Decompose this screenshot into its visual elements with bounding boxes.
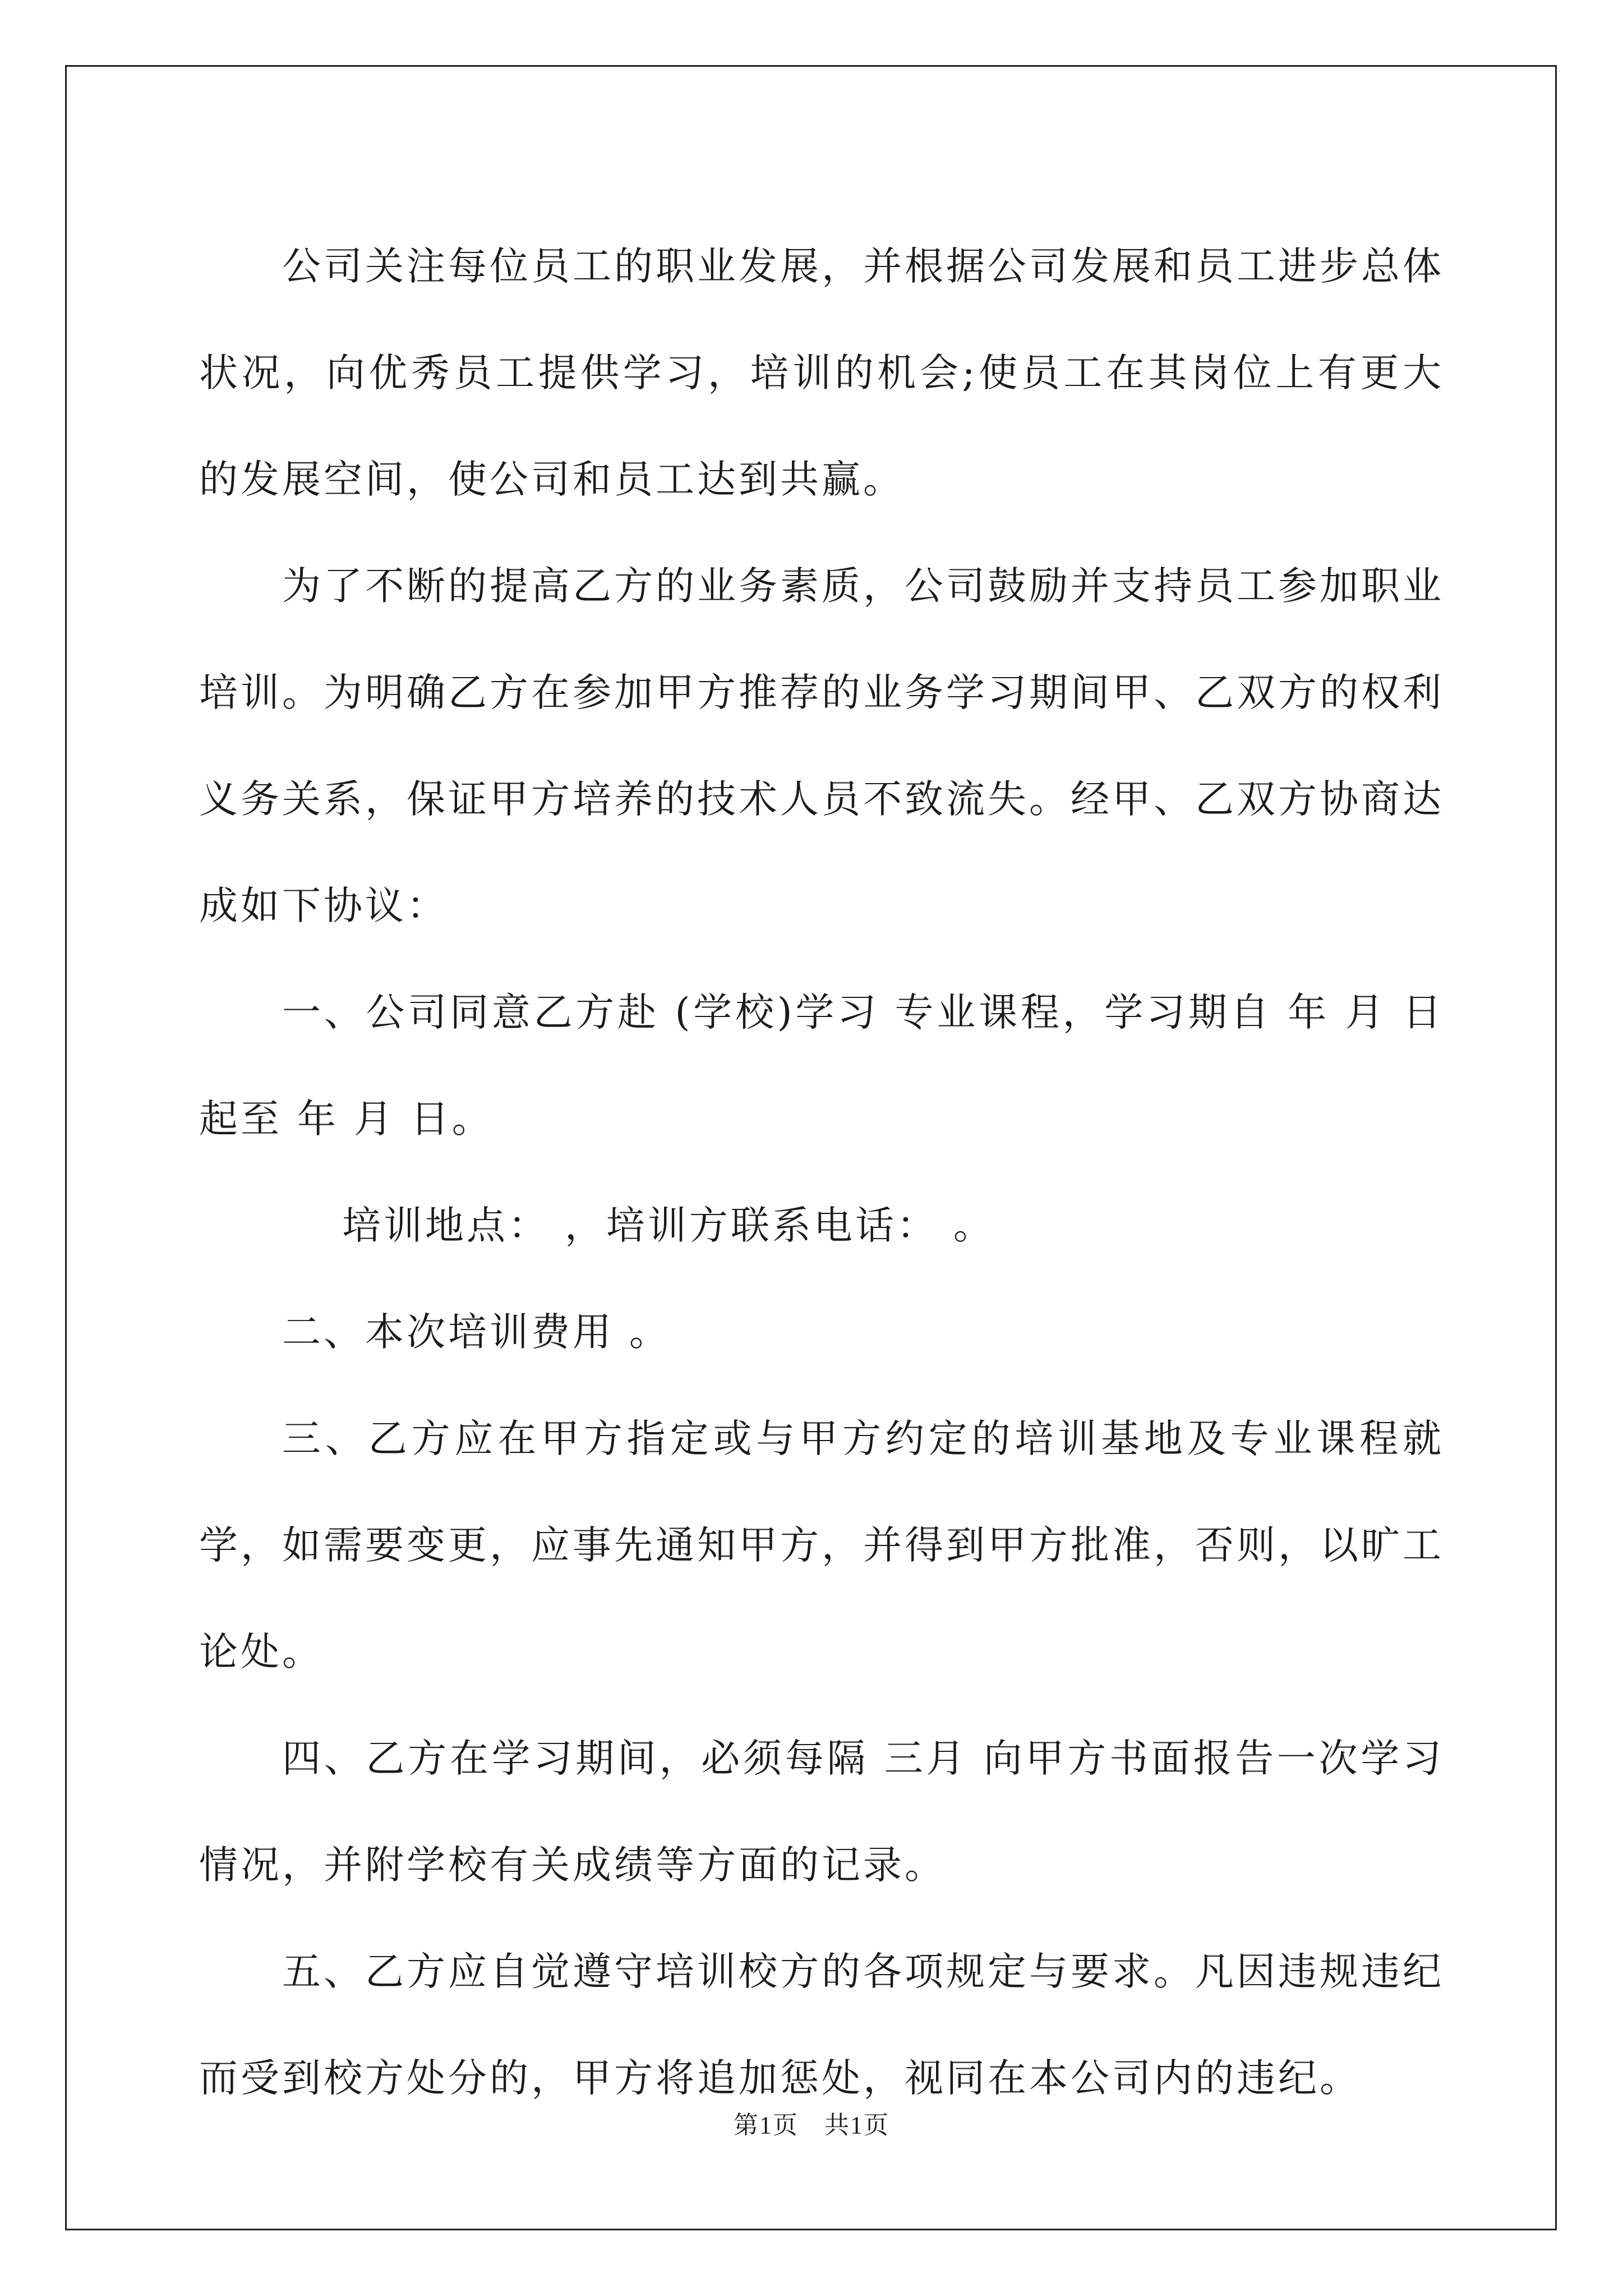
document-body xyxy=(199,213,1444,2132)
clause-one: 一、公司同意乙方赴 (学校)学习 专业课程，学习期自 年 月 日起至 年 月 日。 xyxy=(199,990,1444,1142)
paragraph-intro: 公司关注每位员工的职业发展，并根据公司发展和员工进步总体状况，向优秀员工提供学习，培训的机会;使员工在其岗位上有更大的发展空间，使公司和员工达到共赢。 xyxy=(199,244,1444,502)
training-location: 培训地点： ，培训方联系电话： 。 xyxy=(342,1203,995,1248)
clause-three: 三、乙方应在甲方指定或与甲方约定的培训基地及专业课程就学，如需要变更，应事先通知甲方，并得到甲方批准，否则，以旷工论处。 xyxy=(199,1416,1444,1674)
clause-five: 五、乙方应自觉遵守培训校方的各项规定与要求。凡因违规违纪而受到校方处分的，甲方将追加惩处，视同在本公司内的违纪。 xyxy=(199,1949,1444,2101)
clause-four: 四、乙方在学习期间，必须每隔 三月 向甲方书面报告一次学习情况，并附学校有关成绩等方面的记录。 xyxy=(199,1736,1444,1888)
clause-two: 二、本次培训费用 。 xyxy=(282,1310,671,1355)
paragraph-purpose: 为了不断的提高乙方的业务素质，公司鼓励并支持员工参加职业培训。为明确乙方在参加甲方推荐的业务学习期间甲、乙双方的权利义务关系，保证甲方培养的技术人员不致流失。经甲、乙双方协商达成如下协议： xyxy=(199,564,1444,928)
page-number-footer: 第1页 共1页 xyxy=(734,2111,889,2139)
